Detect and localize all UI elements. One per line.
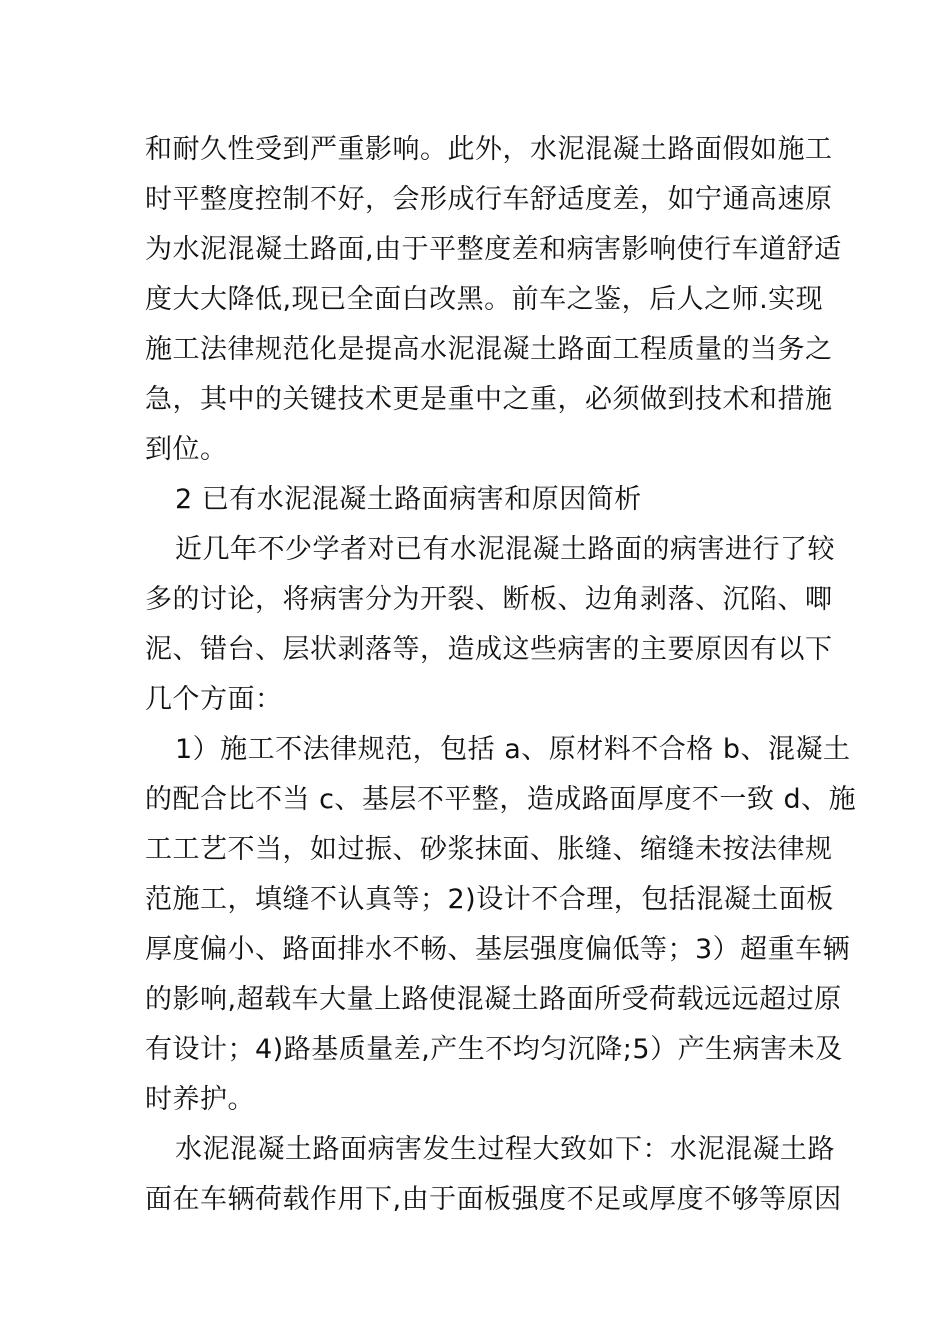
paragraph-3-line-1: 1）施工不法律规范，包括 a、原材料不合格 b、混凝土: [175, 734, 851, 765]
paragraph-3-line-3: 工工艺不当，如过振、砂浆抹面、胀缝、缩缝未按法律规: [145, 834, 833, 865]
paragraph-1-line-1: 和耐久性受到严重影响。此外，水泥混凝土路面假如施工: [145, 134, 833, 165]
paragraph-2-line-4: 几个方面：: [145, 684, 283, 715]
paragraph-3-line-7: 有设计；4)路基质量差,产生不均匀沉降;5）产生病害未及: [145, 1034, 843, 1065]
paragraph-1-line-3: 为水泥混凝土路面,由于平整度差和病害影响使行车道舒适: [145, 234, 842, 265]
paragraph-1-line-5: 施工法律规范化是提高水泥混凝土路面工程质量的当务之: [145, 334, 833, 365]
section-heading-2: 2 已有水泥混凝土路面病害和原因简析: [175, 484, 642, 515]
paragraph-2-line-2: 多的讨论，将病害分为开裂、断板、边角剥落、沉陷、唧: [145, 584, 833, 615]
paragraph-2-line-3: 泥、错台、层状剥落等，造成这些病害的主要原因有以下: [145, 634, 833, 665]
paragraph-3-line-6: 的影响,超载车大量上路使混凝土路面所受荷载远远超过原: [145, 984, 842, 1015]
paragraph-3-line-5: 厚度偏小、路面排水不畅、基层强度偏低等；3）超重车辆: [145, 934, 851, 965]
paragraph-1-line-2: 时平整度控制不好，会形成行车舒适度差，如宁通高速原: [145, 184, 833, 215]
paragraph-4-line-2: 面在车辆荷载作用下,由于面板强度不足或厚度不够等原因: [145, 1184, 842, 1215]
paragraph-4-line-1: 水泥混凝土路面病害发生过程大致如下：水泥混凝土路: [175, 1134, 835, 1165]
paragraph-3-line-4: 范施工，填缝不认真等；2)设计不合理，包括混凝土面板: [145, 884, 834, 915]
paragraph-1-line-7: 到位。: [145, 434, 228, 465]
paragraph-1-line-6: 急，其中的关键技术更是重中之重，必须做到技术和措施: [145, 384, 833, 415]
paragraph-2-line-1: 近几年不少学者对已有水泥混凝土路面的病害进行了较: [175, 534, 835, 565]
paragraph-3-line-2: 的配合比不当 c、基层不平整，造成路面厚度不一致 d、施: [145, 784, 857, 815]
paragraph-3-line-8: 时养护。: [145, 1084, 255, 1115]
paragraph-1-line-4: 度大大降低,现已全面白改黑。前车之鉴，后人之师.实现: [145, 284, 824, 315]
